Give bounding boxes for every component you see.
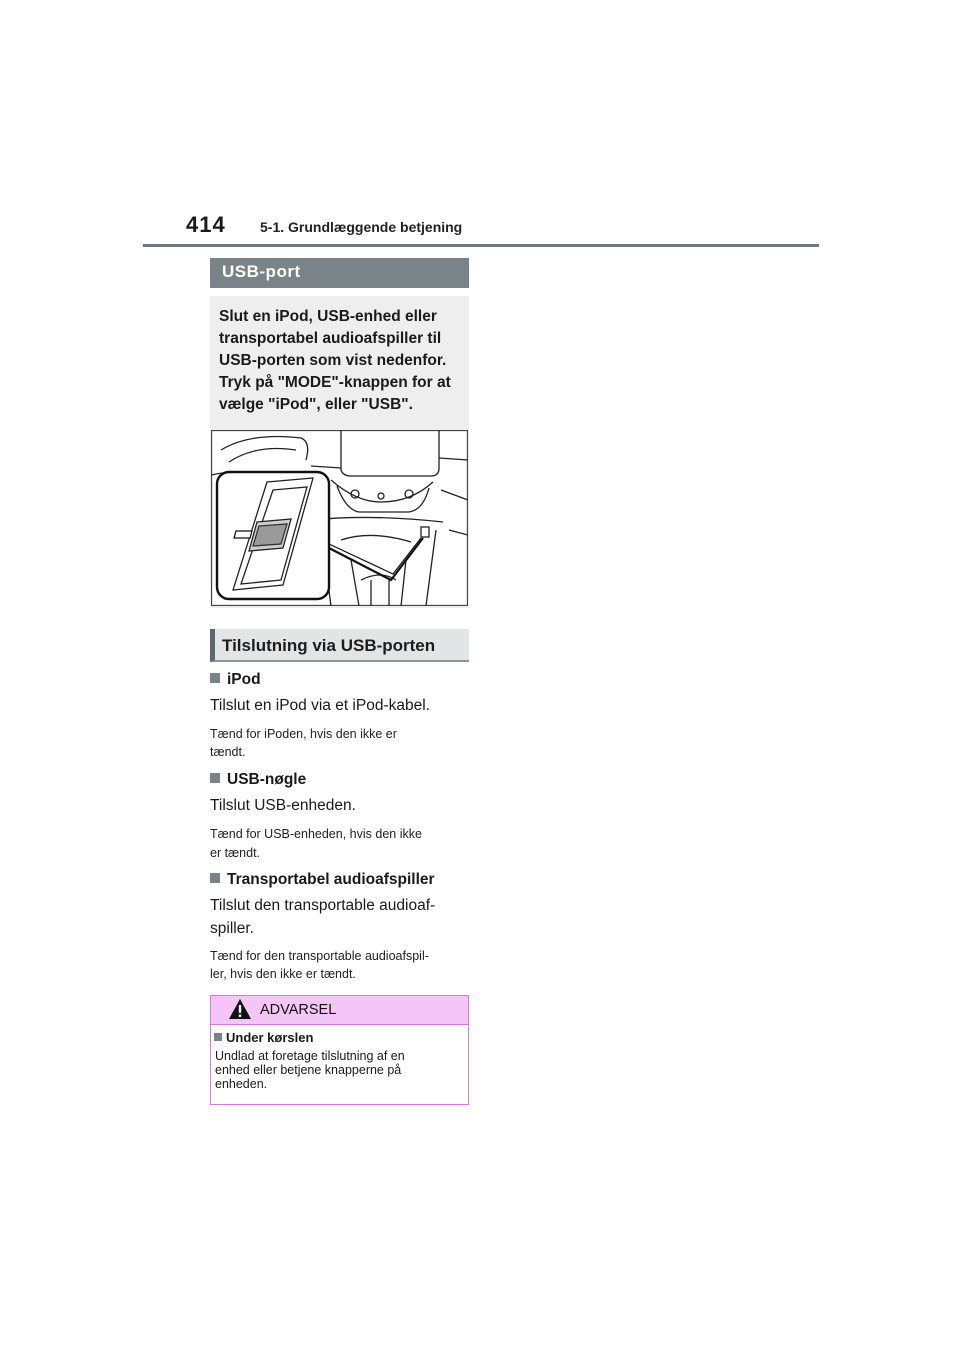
section-heading-player: Transportabel audioafspiller [210,871,435,889]
square-bullet-icon [210,873,220,883]
warning-line: enheden. [215,1077,268,1091]
section-note: Tænd for USB-enheden, hvis den ikke [210,827,422,841]
section-heading-usb: USB-nøgle [210,771,306,789]
intro-line: transportabel audioafspiller til [219,330,442,347]
intro-line: vælge "iPod", eller "USB". [219,396,413,413]
square-bullet-icon [214,1033,222,1041]
intro-line: USB-porten som vist nedenfor. [219,352,447,369]
section-text: Tilslut en iPod via et iPod-kabel. [210,697,430,714]
section-note: Tænd for iPoden, hvis den ikke er [210,727,397,741]
usb-port-intro [219,306,464,416]
section-note: ler, hvis den ikke er tændt. [210,967,356,981]
chapter-title: 5-1. Grundlæggende betjening [260,219,463,235]
section-note: tændt. [210,745,246,759]
square-bullet-icon [210,773,220,783]
warning-title: ADVARSEL [260,1002,337,1018]
usb-port-heading: USB-port [210,258,469,288]
square-bullet-icon [210,673,220,683]
section-note: Tænd for den transportable audioafspil- [210,949,429,963]
section-text: Tilslut USB-enheden. [210,797,356,814]
header-rule [143,244,819,247]
warning-triangle-icon [228,998,252,1020]
warning-body [215,1049,465,1091]
warning-subheading: Under kørslen [214,1030,313,1045]
page-number: 414 [186,212,226,237]
section-text: Tilslut den transportable audioaf- [210,897,436,914]
intro-line: Slut en iPod, USB-enhed eller [219,308,437,325]
section-heading-ipod: iPod [210,671,261,689]
section-note: er tændt. [210,846,261,860]
intro-line: Tryk på "MODE"-knappen for at [219,374,451,391]
connection-heading: Tilslutning via USB-porten [222,636,436,655]
usb-port-illustration [211,430,468,606]
section-text: spiller. [210,920,254,937]
warning-line: enhed eller betjene knapperne på [215,1063,402,1077]
warning-line: Undlad at foretage tilslutning af en [215,1049,405,1063]
